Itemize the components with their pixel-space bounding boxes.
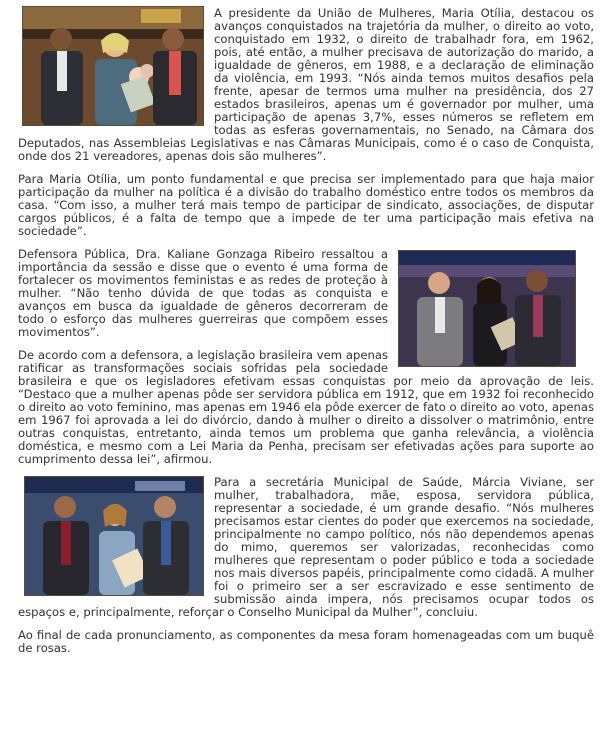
paragraph-5: Para a secretária Municipal de Saúde, Márcia Viviane, ser mulher, trabalhadora, mãe, esposa, servidora pública, representar a sociedade, é um grande desafio. “Nós mulheres precisamos estar cientes do poder que exercemos na sociedade, principalmente no campo político, nós não dependemos apenas do mimo, queremos ser valorizadas, reconhecidas como mulheres que representam o poder público e toda a sociedade nos mais diversos papéis, principalmente como cidadã. A mulher foi o primeiro ser a ser escravizado e esse sentimento de submissão ainda impera, nós precisamos ocupar todos os espaços e, principalmente, reforçar o Conselho Municipal da Mulher”, concluiu. bbox=[18, 475, 594, 619]
photo-ceremony-3 bbox=[24, 476, 204, 596]
photo-three-people-icon bbox=[25, 477, 203, 595]
photo-three-people-icon bbox=[399, 251, 575, 366]
photo-ceremony-1 bbox=[22, 6, 204, 126]
paragraph-3: Defensora Pública, Dra. Kaliane Gonzaga Ribeiro ressaltou a importância da sessão e disse que o evento é uma forma de fortalecer os movimentos feministas e as redes de proteção à mulher. “Não tenho dúvida de que todas as conquista e avanços em busca da igualdade de gêneros decorreram de todo o esforço das mulheres guerreiras que compõem esses movimentos”. bbox=[18, 247, 388, 339]
paragraph-6: Ao final de cada pronunciamento, as componentes da mesa foram homenageadas com um buquê de rosas. bbox=[18, 628, 594, 655]
photo-ceremony-2 bbox=[398, 250, 576, 367]
paragraph-2: Para Maria Otília, um ponto fundamental e que precisa ser implementado para que haja maior participação da mulher na política é a divisão do trabalho doméstico entre todos os membros da casa. “Com isso, a mulher terá mais tempo de participar de sindicato, associações, de disputar cargos públicos, é a falta de tempo que a impede de ter uma participação mais efetiva na sociedade”. bbox=[18, 172, 594, 238]
photo-three-people-icon bbox=[23, 7, 203, 125]
paragraph-4: De acordo com a defensora, a legislação brasileira vem apenas ratificar as transformações sociais sofridas pela sociedade brasileira e que os legisladores efetivam essas conquistas por meio da aprovação de leis. “Destaco que a mulher apenas pôde ser servidora pública em 1912, que em 1932 foi reconhecido o direito ao voto feminino, mas apenas em 1946 ela pôde exercer de fato o direito ao voto, apenas em 1967 foi aprovada a lei do divórcio, dando à mulher o direito a dissolver o matrimônio, entre outras conquistas, entretanto, ainda temos um problema que ganha relevância, a violência doméstica, e mesmo com a Lei Maria da Penha, precisam ser efetivadas ações para suporte ao cumprimento dessa lei”, afirmou. bbox=[18, 348, 595, 466]
paragraph-1: A presidente da União de Mulheres, Maria Otília, destacou os avanços conquistados na trajetória da mulher, o direito ao voto, conquistado em 1932, o direito de trabalhadr fora, em 1962, pois, até então, a mulher precisava de autorização do marido, a igualdade de gêneros, em 1988, e a declaração de eliminação da violência, em 1993. “Nós ainda temos muitos desafios pela frente, apesar de termos uma mulher na presidência, dos 27 estados brasileiros, apenas um é governador por mulher, uma participação de apenas 3,7%, esses números se refletem em todas as esferas governamentais, no Senado, na Câmara dos Deputados, nas Assembleias Legislativas e nas Câmaras Municipais, como é o caso de Conquista, onde dos 21 vereadores, apenas dois são mulheres”. bbox=[18, 6, 594, 163]
